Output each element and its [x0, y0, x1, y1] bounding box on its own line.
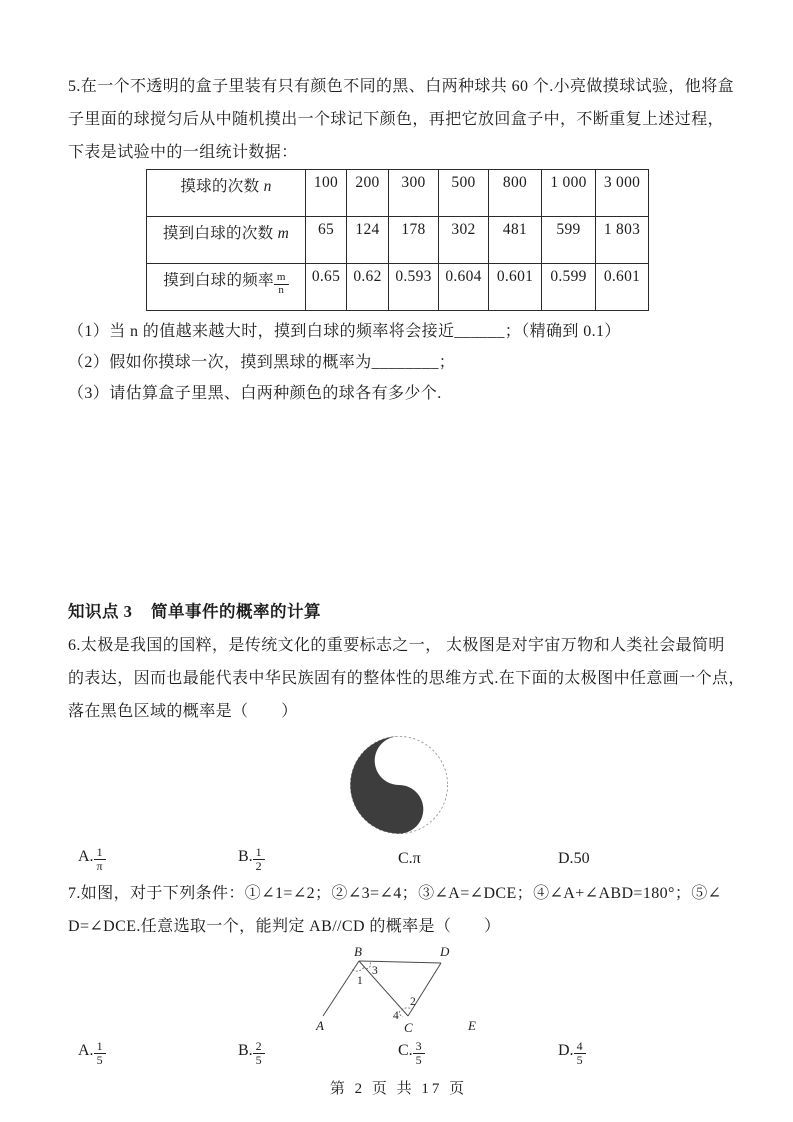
option-value: π [412, 850, 421, 867]
table-cell: 0.599 [542, 264, 596, 311]
sub-question-2: （2）假如你摸球一次，摸到黑球的概率为________； [68, 354, 456, 371]
taiji-dark-dot [389, 799, 409, 819]
problem-6 [68, 629, 745, 877]
answer-option [558, 850, 718, 868]
fraction: $\frac{1}{\pi}$ [94, 846, 106, 872]
table-cell: 65 [306, 217, 347, 264]
text-line: 的表达，因而也最能代表中华民族固有的整体性的思维方式.在下面的太极图中任意画一个点， [68, 670, 745, 687]
geometry-figure [296, 943, 496, 1035]
angle-label-3: 3 [372, 965, 378, 977]
text-line: 5.在一个不透明的盒子里装有只有颜色不同的黑、白两种球共 60 个.小亮做摸球试验，他将盒 [68, 78, 735, 95]
option-label: B. [238, 1042, 253, 1059]
angle-4-arc [399, 1011, 403, 1017]
angle-3-arc [366, 963, 371, 970]
angle-label-1: 1 [357, 975, 363, 987]
answer-option [558, 1040, 718, 1066]
text-line: D=∠DCE.任意选取一个，能判定 AB//CD 的概率是（ ） [68, 918, 501, 935]
knowledge-point-heading [68, 595, 729, 629]
answer-option [238, 1040, 398, 1066]
text-line: 落在黑色区域的概率是（ ） [68, 703, 298, 720]
problem6-options [68, 841, 729, 877]
table-cell: 0.601 [596, 264, 649, 311]
table-row [147, 170, 649, 217]
fraction: $\frac{m}{n}$ [274, 272, 289, 296]
text-line: 6.太极是我国的国粹，是传统文化的重要标志之一， 太极图是对宇宙万物和人类社会最简明 [68, 637, 725, 654]
answer-option [238, 846, 398, 872]
option-value: 50 [573, 850, 590, 867]
segment-CD [408, 963, 441, 1016]
table-cell: 0.601 [489, 264, 542, 311]
table-cell: 178 [389, 217, 439, 264]
segment-AB [323, 961, 359, 1016]
table-cell: 300 [389, 170, 439, 217]
table-cell: 481 [489, 217, 542, 264]
table-cell: 0.62 [347, 264, 389, 311]
point-label-D: D [440, 944, 450, 959]
point-label-E: E [468, 1018, 476, 1033]
table-cell: 124 [347, 217, 389, 264]
text-line: 7.如图，对于下列条件：①∠1=∠2；②∠3=∠4；③∠A=∠DCE；④∠A+∠ABD=180°；⑤∠ [68, 885, 722, 902]
problem7-figure-wrap [296, 943, 729, 1035]
blank-space [68, 409, 729, 595]
table-cell: 0.604 [439, 264, 489, 311]
answer-option [398, 1040, 558, 1066]
table-cell: 302 [439, 217, 489, 264]
table-row-label: 摸到白球的次数 m [147, 217, 306, 264]
angle-label-2: 2 [410, 996, 416, 1008]
table-body [147, 170, 649, 311]
table-cell: 3 000 [596, 170, 649, 217]
answer-option [78, 846, 238, 872]
knowledge-point-title: 简单事件的概率的计算 [151, 602, 321, 621]
table-cell: 800 [489, 170, 542, 217]
problem5-text [68, 70, 735, 169]
table-cell: 0.65 [306, 264, 347, 311]
table-cell: 1 000 [542, 170, 596, 217]
segment-BD [359, 961, 441, 963]
table-cell: 500 [439, 170, 489, 217]
fraction: $\frac{4}{5}$ [574, 1040, 586, 1066]
problem5-subquestions [68, 316, 729, 409]
text-line: 子里面的球搅匀后从中随机摸出一个球记下颜色，再把它放回盒子中，不断重复上述过程， [68, 111, 725, 128]
angle-2-arc [402, 1008, 413, 1010]
fraction: $\frac{2}{5}$ [253, 1040, 265, 1066]
problem-7 [68, 877, 729, 1071]
table-row [147, 217, 649, 264]
angle-label-4: 4 [393, 1010, 399, 1022]
option-label: A. [78, 1042, 94, 1059]
taiji-white-dot [388, 750, 410, 772]
table-cell: 599 [542, 217, 596, 264]
option-label: B. [238, 848, 253, 865]
fraction: $\frac{1}{2}$ [253, 846, 265, 872]
problem-5 [68, 70, 735, 409]
table-row-label: 摸到白球的频率 $\frac{m}{n}$ [147, 264, 306, 311]
option-label: D. [558, 850, 574, 867]
answer-option [398, 850, 558, 868]
table-row [147, 264, 649, 311]
table-cell: 100 [306, 170, 347, 217]
table-row-label: 摸球的次数 n [147, 170, 306, 217]
knowledge-point-number: 知识点 3 [68, 602, 133, 621]
sub-question-3: （3）请估算盒子里黑、白两种颜色的球各有多少个. [68, 385, 442, 402]
answer-option [78, 1040, 238, 1066]
table-cell: 200 [347, 170, 389, 217]
option-label: C. [398, 850, 413, 867]
table-cell: 1 803 [596, 217, 649, 264]
problem5-statistics-table [146, 169, 649, 311]
page-footer: 第 2 页 共 17 页 [329, 1081, 468, 1097]
fraction: $\frac{1}{5}$ [94, 1040, 106, 1066]
sub-question-1: （1）当 n 的值越来越大时，摸到白球的频率将会接近______；（精确到 0.1） [68, 323, 621, 340]
taiji-diagram [344, 731, 454, 839]
text-line: 下表是试验中的一组统计数据： [68, 144, 298, 161]
problem7-options [68, 1035, 729, 1071]
point-label-C: C [404, 1020, 413, 1035]
option-label: C. [398, 1042, 413, 1059]
table-cell: 0.593 [389, 264, 439, 311]
point-label-A: A [316, 1018, 324, 1033]
point-label-B: B [354, 944, 362, 959]
fraction: $\frac{3}{5}$ [413, 1040, 425, 1066]
option-label: D. [558, 1042, 574, 1059]
option-label: A. [78, 848, 94, 865]
